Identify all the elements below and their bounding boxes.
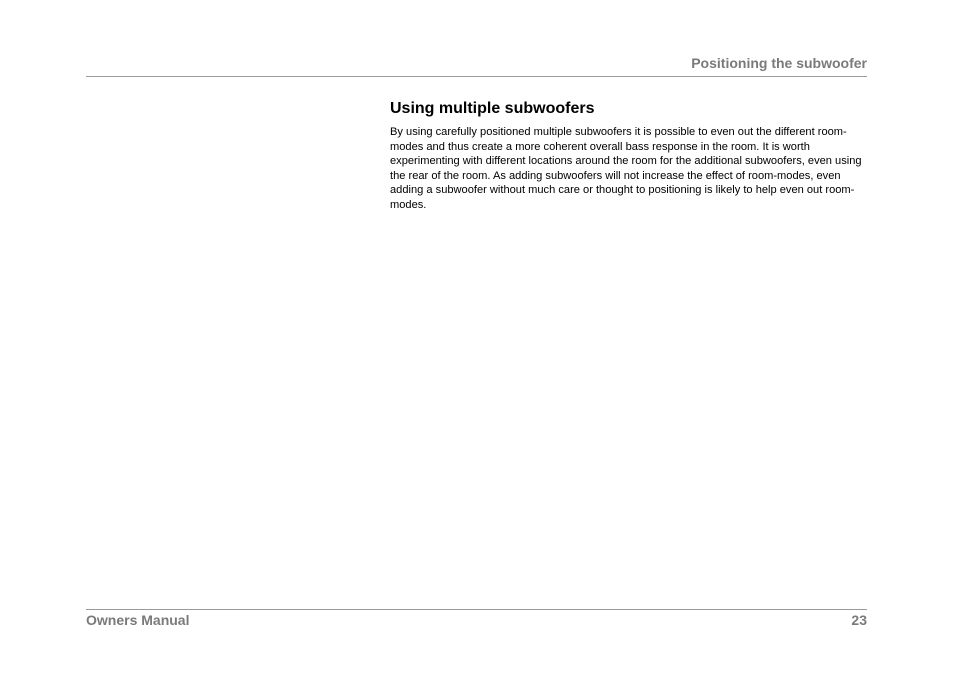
content-section — [390, 99, 868, 212]
section-body-text: By using carefully positioned multiple subwoofers it is possible to even out the different room-modes and thus create a more coherent overall bass response in the room. It is worth experimenting with different locations around the room for the additional subwoofers, even using the rear of the room. As adding subwoofers will not increase the effect of room-modes, even adding a subwoofer without much care or thought to positioning is likely to help even out room-modes. — [390, 126, 862, 211]
section-heading: Using multiple subwoofers — [390, 100, 595, 117]
footer-divider — [86, 609, 867, 610]
running-header-title: Positioning the subwoofer — [691, 55, 867, 71]
page-number: 23 — [851, 612, 867, 628]
footer-manual-label: Owners Manual — [86, 612, 190, 628]
header-divider — [86, 76, 867, 77]
